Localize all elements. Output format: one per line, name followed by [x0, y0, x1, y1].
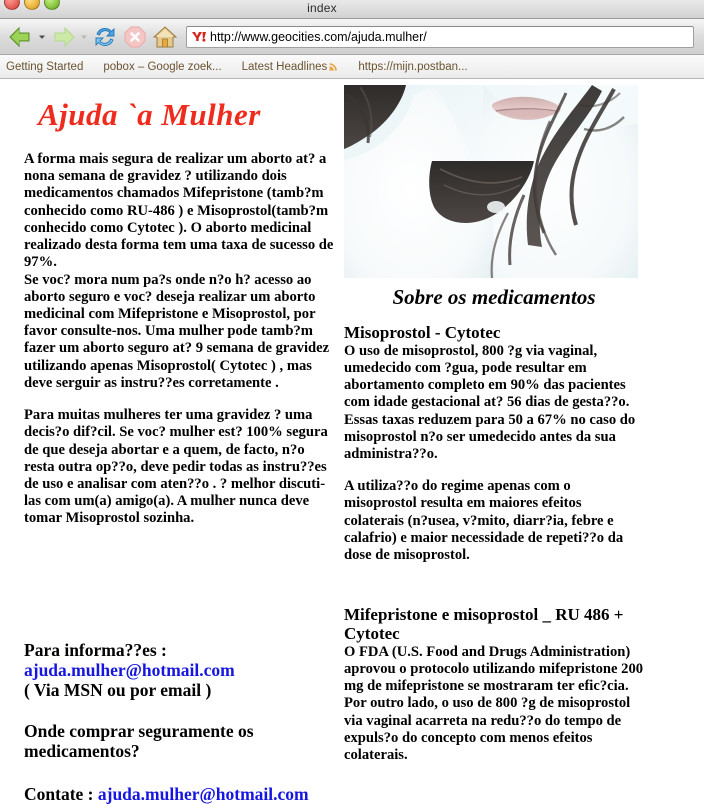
right-column: [344, 79, 644, 764]
left-column: [24, 79, 334, 804]
bookmark-pobox-google[interactable]: [103, 61, 221, 73]
buy-heading: Onde comprar seguramente os medicamentos?: [24, 720, 254, 762]
mifepristone-paragraph-1: O FDA (U.S. Food and Drugs Administration) aprovou o protocolo utilizando mifepristone 200 mg de mifepristone se mostraram ter efic?cia.: [344, 643, 644, 695]
page-content: [0, 79, 704, 804]
contate-email-link[interactable]: ajuda.mulher@hotmail.com: [97, 784, 309, 804]
back-button[interactable]: [6, 22, 36, 52]
stop-icon: [123, 25, 147, 49]
contact-heading: Para informa??es :: [24, 639, 167, 660]
window-titlebar: [0, 0, 704, 19]
intro-paragraph-1: A forma mais segura de realizar um aborto at? a nona semana de gravidez ? utilizando dois medicamentos chamados Mifepristone (tamb?m conhecido como RU-486 ) e Misoprostol(tamb?m conhecido como Cytotec ). O aborto medicinal realizado desta forma tem uma taxa de sucesso de 97%.: [24, 151, 334, 271]
bookmark-getting-started[interactable]: [6, 61, 83, 73]
mifepristone-heading: Mifepristone e misoprostol _ RU 486 + Cytotec: [344, 605, 624, 643]
contact-info-block: [24, 640, 334, 700]
forward-button[interactable]: [48, 22, 78, 52]
mifepristone-paragraph-2: Por outro lado, o uso de 800 ?g de misoprostol via vaginal acarreta na redu??o do tempo de expuls?o do concepto com menos efeitos colaterais.: [344, 695, 631, 763]
bookmark-mijn-postbank[interactable]: [358, 61, 467, 73]
forward-history-dropdown[interactable]: [78, 22, 90, 52]
misoprostol-paragraph-2: A utiliza??o do regime apenas com o misoprostol resulta em maiores efeitos colaterais (n?usea, v?mito, diarr?ia, febre e calafrio) e maior necessidade de repeti??o da dose de misoprostol.: [344, 478, 624, 564]
address-bar[interactable]: [186, 26, 694, 48]
bookmark-latest-headlines[interactable]: [242, 61, 339, 73]
intro-paragraph-2: Se voc? mora num pa?s onde n?o h? acesso ao aborto seguro e voc? deseja realizar um aborto medicinal com Mifepristone e Misoprostol, por favor consulte-nos. Uma mulher pode tamb?m fazer um aborto seguro at? 9 semana de gravidez utilizando apenas Misoprostol( Cytotec ) , mas deve serguir as instru??es corretamente .: [24, 271, 330, 391]
contate-line: [24, 784, 334, 804]
contate-label: Contate :: [24, 784, 98, 804]
woman-portrait-photo: [344, 85, 638, 278]
home-icon: [152, 25, 178, 49]
reload-icon: [92, 25, 118, 49]
misoprostol-heading: Misoprostol - Cytotec: [344, 323, 501, 342]
rss-icon: [329, 62, 338, 71]
stop-button[interactable]: [120, 22, 150, 52]
bookmark-label: Getting Started: [6, 60, 84, 73]
back-arrow-icon: [8, 26, 34, 48]
misoprostol-paragraph-1: O uso de misoprostol, 800 ?g via vaginal, umedecido com ?gua, pode resultar em abortamento completo em 90% das pacientes com idade gestacional at? 56 dias de gesta??o. Essas taxas reduzem para 50 a 67% no caso do misoprostol n?o ser umedecido antes da sua administra??o.: [344, 342, 636, 462]
chevron-down-icon: [38, 33, 46, 41]
contact-note: ( Via MSN ou por email ): [24, 679, 212, 700]
contact-email-link[interactable]: ajuda.mulher@hotmail.com: [24, 659, 235, 680]
window-title: index: [307, 1, 337, 15]
section-title: Sobre os medicamentos: [392, 285, 596, 309]
yahoo-icon: [191, 30, 207, 44]
page-title: Ajuda `a Mulher: [38, 97, 261, 132]
bookmark-label: https://mijn.postban...: [358, 60, 468, 73]
reload-button[interactable]: [90, 22, 120, 52]
home-button[interactable]: [150, 22, 180, 52]
navigation-toolbar: [0, 19, 704, 55]
url-text: http://www.geocities.com/ajuda.mulher/: [210, 29, 427, 44]
bookmark-label: Latest Headlines: [241, 60, 328, 73]
forward-arrow-icon: [50, 26, 76, 48]
chevron-down-icon: [80, 33, 88, 41]
intro-paragraph-3: Para muitas mulheres ter uma gravidez ? uma decis?o dif?cil. Se voc? mulher est? 100% segura de que deseja abortar e a quem, de facto, n?o resta outra op??o, deve pedir todas as instru??es de uso e analisar com aten??o . ? melhor discuti-las com um(a) amigo(a). A mulher nunca deve tomar Misoprostol sozinha.: [24, 407, 328, 527]
bookmark-label: pobox – Google zoek...: [103, 60, 222, 73]
bookmarks-bar: [0, 55, 704, 79]
back-history-dropdown[interactable]: [36, 22, 48, 52]
